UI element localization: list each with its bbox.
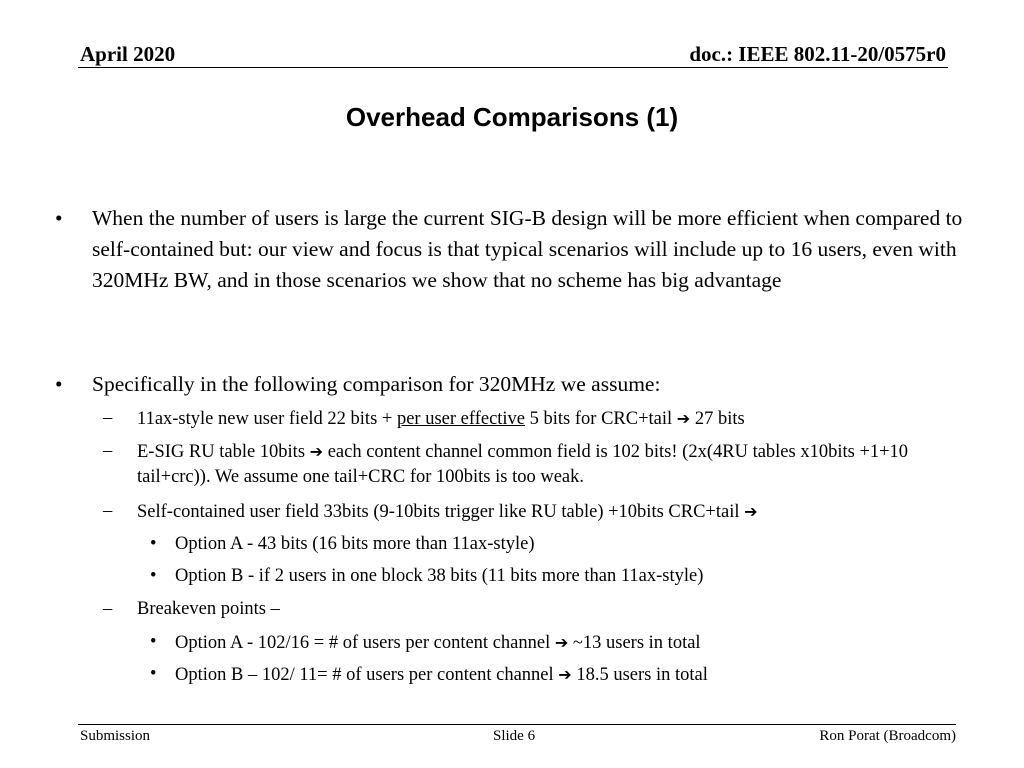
header-doc-id: doc.: IEEE 802.11-20/0575r0 [689,42,946,66]
bullet-marker: • [150,534,157,554]
footer-submission: Submission [80,728,151,744]
dash-marker: – [103,501,113,521]
arrow-right-icon: ➔ [676,409,691,428]
sub-item-1 [137,406,967,432]
option-b-breakeven-pre: Option B – 102/ 11= # of users per content channel [175,665,559,685]
sub-item-1-pre: 11ax-style new user field 22 bits + [137,409,397,429]
arrow-right-icon: ➔ [558,665,572,684]
dash-marker: – [103,408,113,428]
sub-item-1-tail: 27 bits [690,409,745,429]
option-a-breakeven-tail: ~13 users in total [568,633,701,653]
option-a-breakeven-pre: Option A - 102/16 = # of users per content channel [175,633,555,653]
bullet-1-text: When the number of users is large the current SIG-B design will be more efficient when compared to self-contained but: our view and focus is that typical scenarios will include up to 16 users, even with 320MHz BW, and in those scenarios we show that no scheme has big advantage [92,206,963,292]
arrow-right-icon: ➔ [554,633,569,652]
dash-marker: – [103,441,113,461]
arrow-right-icon: ➔ [309,442,324,461]
bullet-marker: • [150,632,157,652]
slide-title: Overhead Comparisons (1) [345,102,679,132]
arrow-right-icon: ➔ [744,502,758,521]
sub-item-4: Breakeven points – [137,599,280,619]
header-date: April 2020 [80,42,176,66]
bullet-marker: • [55,206,63,230]
footer-slide-number: Slide 6 [493,728,536,744]
sub-item-2-tail: each content channel common field is 102 bits! (2x(4RU tables x10bits +1+10 tail+crc)). We assume one tail+CRC for 100bits is too weak. [137,442,909,487]
footer-author: Ron Porat (Broadcom) [819,728,956,744]
option-b-breakeven [175,662,965,688]
header-rule [78,67,948,68]
option-a-overhead: Option A - 43 bits (16 bits more than 11ax-style) [175,534,535,554]
sub-item-2-pre: E-SIG RU table 10bits [137,442,310,462]
option-b-breakeven-tail: 18.5 users in total [571,665,708,685]
sub-item-2 [137,439,967,490]
footer-rule [78,724,956,725]
bullet-marker: • [55,372,63,396]
bullet-marker: • [150,664,157,684]
sub-item-1-post: 5 bits for CRC+tail [525,409,677,429]
dash-marker: – [103,599,113,619]
sub-item-1-underlined: per user effective [396,409,526,429]
bullet-marker: • [150,566,157,586]
sub-item-3-pre: Self-contained user field 33bits (9-10bits trigger like RU table) +10bits CRC+tail [137,502,745,522]
sub-item-3 [137,499,967,525]
option-a-breakeven [175,630,965,656]
bullet-2-text: Specifically in the following comparison for 320MHz we assume: [92,372,661,396]
option-b-overhead: Option B - if 2 users in one block 38 bits (11 bits more than 11ax-style) [175,566,704,586]
